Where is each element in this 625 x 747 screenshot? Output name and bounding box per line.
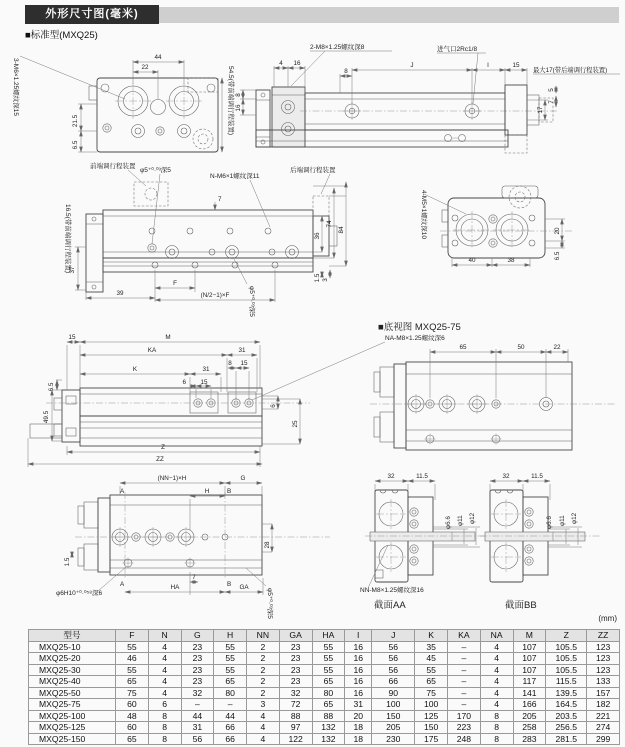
column-header: HA (312, 630, 345, 642)
dim-label: 44 (154, 54, 162, 61)
pin-hole-note: φ6H10⁺⁰·⁰⁵⁸深6 (56, 590, 103, 597)
value-cell: 48 (116, 710, 149, 722)
column-header: I (345, 630, 372, 642)
value-cell: 65 (415, 676, 448, 688)
value-cell: 175 (415, 733, 448, 745)
value-cell: 88 (312, 710, 345, 722)
dim-label: 6 (270, 404, 277, 408)
dim-label: 1.5 (314, 273, 321, 283)
value-cell: 150 (372, 710, 415, 722)
value-cell: 44 (181, 710, 214, 722)
table-row (29, 676, 620, 688)
dim-label: 36 (314, 232, 321, 240)
value-cell: 105.5 (546, 653, 587, 665)
column-header: KA (448, 630, 481, 642)
value-cell: 299 (587, 733, 620, 745)
dim-label: 8 (235, 93, 242, 97)
value-cell: 8 (480, 733, 513, 745)
value-cell: 55 (116, 664, 149, 676)
value-cell: 55 (312, 641, 345, 653)
value-cell: 65 (214, 676, 247, 688)
dim-label: 28 (264, 541, 271, 549)
value-cell: 23 (279, 664, 312, 676)
section-mark: A (120, 581, 125, 588)
value-cell: 8 (148, 722, 181, 734)
value-cell: 2 (247, 676, 280, 688)
value-cell: 3 (247, 699, 280, 711)
pin-hole-note: φ5⁺⁰·⁰³深5 (248, 286, 255, 317)
value-cell: 31 (181, 722, 214, 734)
column-header: J (372, 630, 415, 642)
value-cell: 115.5 (546, 676, 587, 688)
value-cell: 16 (345, 687, 372, 699)
value-cell: 23 (181, 676, 214, 688)
dim-label: 20 (554, 227, 561, 235)
value-cell: 221 (587, 710, 620, 722)
value-cell: 105.5 (546, 664, 587, 676)
value-cell: 2 (247, 641, 280, 653)
value-cell: 150 (415, 722, 448, 734)
value-cell: 44 (214, 710, 247, 722)
value-cell: 55 (116, 641, 149, 653)
dim-label: 22 (141, 64, 149, 71)
value-cell: 170 (448, 710, 481, 722)
table-body (29, 641, 620, 745)
table-header-row (29, 630, 620, 642)
section-bb-caption: 截面BB (505, 600, 537, 611)
dim-label: J (410, 62, 414, 69)
dim-label: 16 (293, 60, 301, 67)
value-cell: 18 (345, 722, 372, 734)
dim-label: 37 (69, 266, 76, 274)
value-cell: 2 (247, 653, 280, 665)
section-aa-caption: 截面AA (374, 600, 406, 611)
drawing-rail-plan (28, 333, 445, 467)
value-cell: 274 (587, 722, 620, 734)
rear-adjuster-note: 后端调行程装置 (290, 167, 336, 174)
stroke-adjuster-note: 16.5(带前端调行程装置) (64, 204, 71, 273)
value-cell: 283 (513, 733, 546, 745)
value-cell: 55 (214, 641, 247, 653)
dim-label: K (132, 366, 138, 373)
dim-label: 7 (548, 100, 555, 104)
column-header: Z (546, 630, 587, 642)
value-cell: 23 (279, 676, 312, 688)
front-adjuster-note: 前端调行程装置 (90, 163, 136, 170)
value-cell: 205 (372, 722, 415, 734)
dim-label: 15 (240, 360, 248, 367)
drawing-bottom-view (56, 475, 330, 619)
value-cell: 8 (480, 722, 513, 734)
value-cell: 4 (148, 653, 181, 665)
value-cell: 4 (247, 710, 280, 722)
pin-hole-note: φ5⁺⁰·⁰³深5 (266, 588, 273, 619)
value-cell: 223 (448, 722, 481, 734)
value-cell: 32 (181, 687, 214, 699)
value-cell: 4 (480, 687, 513, 699)
column-header: NA (480, 630, 513, 642)
value-cell: 16 (345, 641, 372, 653)
column-header: N (148, 630, 181, 642)
dim-label: 8 (228, 360, 232, 367)
dim-label: 15 (68, 334, 76, 341)
dim-label: GA (239, 584, 249, 591)
model-cell: MXQ25-10 (29, 641, 116, 653)
drawing-section-aa (360, 473, 485, 611)
column-header: K (415, 630, 448, 642)
value-cell: 122 (279, 733, 312, 745)
value-cell: 100 (372, 699, 415, 711)
value-cell: 90 (372, 687, 415, 699)
dim-label: 21.5 (72, 114, 79, 128)
dim-label: 5 (548, 88, 555, 92)
dim-label: I (487, 62, 489, 69)
table-row (29, 733, 620, 745)
value-cell: 230 (372, 733, 415, 745)
model-cell: MXQ25-20 (29, 653, 116, 665)
value-cell: 8 (148, 710, 181, 722)
value-cell: – (448, 699, 481, 711)
value-cell: 65 (312, 699, 345, 711)
dim-label: 1.5 (64, 557, 71, 567)
value-cell: 56 (372, 641, 415, 653)
dim-label: φ6.6 (546, 516, 553, 529)
value-cell: – (448, 676, 481, 688)
dim-label: φ12 (571, 512, 578, 524)
value-cell: 66 (214, 722, 247, 734)
dim-label: ZZ (156, 456, 164, 463)
unit-label: (mm) (598, 614, 617, 623)
value-cell: 66 (372, 676, 415, 688)
max-stroke-note: 最大17(带后端调行程装置) (533, 67, 608, 74)
value-cell: 16 (345, 664, 372, 676)
value-cell: 75 (116, 687, 149, 699)
value-cell: 4 (148, 676, 181, 688)
value-cell: – (448, 687, 481, 699)
dim-label: 15 (200, 379, 208, 386)
dim-label: 65 (459, 344, 467, 351)
dim-label: Z (161, 444, 165, 451)
column-header: GA (279, 630, 312, 642)
value-cell: – (448, 653, 481, 665)
value-cell: 46 (116, 653, 149, 665)
value-cell: 23 (279, 653, 312, 665)
column-header: 型号 (29, 630, 116, 642)
value-cell: 45 (415, 653, 448, 665)
value-cell: 132 (312, 722, 345, 734)
dim-label: φ6.6 (445, 516, 452, 529)
value-cell: 55 (312, 653, 345, 665)
value-cell: 55 (214, 664, 247, 676)
value-cell: 281.5 (546, 733, 587, 745)
value-cell: 72 (279, 699, 312, 711)
dim-label: 31 (238, 347, 246, 354)
value-cell: 23 (181, 641, 214, 653)
dim-label: 50 (517, 344, 525, 351)
value-cell: 166 (513, 699, 546, 711)
value-cell: 4 (480, 699, 513, 711)
dim-label: 6.5 (554, 251, 561, 261)
dim-label: 49.5 (43, 410, 50, 424)
dimension-table (28, 629, 620, 745)
drawing-plan-view (12, 54, 236, 152)
value-cell: 20 (345, 710, 372, 722)
dim-label: 32 (387, 473, 395, 480)
value-cell: – (448, 641, 481, 653)
value-cell: 66 (214, 733, 247, 745)
dim-label: 40 (468, 257, 476, 264)
value-cell: 80 (214, 687, 247, 699)
dim-label: 4 (279, 60, 283, 67)
thread-note: 2-M8×1.25螺纹深8 (310, 44, 365, 51)
column-header: NN (247, 630, 280, 642)
model-cell: MXQ25-125 (29, 722, 116, 734)
drawing-front-view (64, 161, 346, 317)
value-cell: 203.5 (546, 710, 587, 722)
dim-label: φ11 (559, 515, 566, 526)
dim-label: 84 (338, 226, 345, 234)
value-cell: 4 (480, 676, 513, 688)
value-cell: 18 (345, 733, 372, 745)
value-cell: 55 (214, 653, 247, 665)
dim-label: 7 (192, 574, 196, 581)
value-cell: 117 (513, 676, 546, 688)
dim-label: 3 (322, 278, 329, 282)
dim-label: 16 (235, 104, 242, 112)
dim-label: 38 (507, 257, 515, 264)
value-cell: 100 (415, 699, 448, 711)
table-row (29, 687, 620, 699)
column-header: M (513, 630, 546, 642)
dim-label: M (165, 334, 171, 341)
dim-label: 22 (553, 344, 561, 351)
value-cell: 8 (480, 710, 513, 722)
dim-label: 31 (202, 366, 210, 373)
section-mark: A (120, 488, 125, 495)
value-cell: 75 (415, 687, 448, 699)
dim-label: 6.5 (72, 140, 79, 150)
dim-label: 11.5 (416, 473, 428, 480)
value-cell: 4 (148, 687, 181, 699)
dim-label: 6.5 (48, 382, 55, 392)
table-row (29, 710, 620, 722)
value-cell: 2 (247, 687, 280, 699)
value-cell: 205 (513, 710, 546, 722)
value-cell: 4 (247, 733, 280, 745)
value-cell: 256.5 (546, 722, 587, 734)
value-cell: 60 (116, 722, 149, 734)
value-cell: – (214, 699, 247, 711)
drawing-section-bb (480, 473, 600, 611)
value-cell: 4 (148, 664, 181, 676)
value-cell: 56 (372, 653, 415, 665)
section-mark: B (227, 581, 232, 588)
value-cell: 55 (415, 664, 448, 676)
value-cell: 56 (372, 664, 415, 676)
dim-label: 7 (218, 196, 222, 203)
value-cell: 16 (345, 676, 372, 688)
value-cell: 139.5 (546, 687, 587, 699)
value-cell: 248 (448, 733, 481, 745)
thread-note: 4-M5×1螺纹深10 (420, 190, 427, 239)
air-port-note: 进气口2Rc1/8 (437, 46, 478, 53)
value-cell: 55 (312, 664, 345, 676)
drawing-end-view (420, 186, 572, 267)
column-header: G (181, 630, 214, 642)
value-cell: 23 (181, 653, 214, 665)
value-cell: 80 (312, 687, 345, 699)
dim-label: 6 (182, 379, 186, 386)
dim-label: F (173, 280, 177, 287)
value-cell: 2 (247, 664, 280, 676)
dim-formula: (NN−1)×H (157, 475, 187, 482)
value-cell: 8 (148, 733, 181, 745)
thread-note: N-M6×1螺纹深11 (210, 173, 260, 180)
value-cell: 107 (513, 664, 546, 676)
value-cell: 182 (587, 699, 620, 711)
value-cell: 4 (480, 664, 513, 676)
value-cell: 65 (116, 676, 149, 688)
column-header: ZZ (587, 630, 620, 642)
value-cell: 65 (116, 733, 149, 745)
value-cell: 4 (148, 641, 181, 653)
model-cell: MXQ25-100 (29, 710, 116, 722)
value-cell: 123 (587, 653, 620, 665)
section-mark: B (227, 488, 232, 495)
dim-label: HA (170, 584, 180, 591)
thread-note: NN-M8×1.25螺纹深16 (360, 587, 424, 594)
value-cell: – (448, 664, 481, 676)
value-cell: 23 (279, 641, 312, 653)
table-row (29, 653, 620, 665)
value-cell: 23 (181, 664, 214, 676)
value-cell: 105.5 (546, 641, 587, 653)
dim-label: KA (147, 347, 157, 354)
model-cell: MXQ25-75 (29, 699, 116, 711)
value-cell: 65 (312, 676, 345, 688)
dim-label: 15 (512, 62, 520, 69)
stroke-adjuster-note: 54.5(带前端调行程装置) (227, 66, 234, 135)
column-header: H (214, 630, 247, 642)
value-cell: 88 (279, 710, 312, 722)
model-cell: MXQ25-150 (29, 733, 116, 745)
value-cell: 123 (587, 664, 620, 676)
dim-label: H (204, 488, 210, 495)
table-row (29, 641, 620, 653)
value-cell: 157 (587, 687, 620, 699)
value-cell: 133 (587, 676, 620, 688)
dim-label: 25 (292, 420, 299, 428)
value-cell: 97 (279, 722, 312, 734)
value-cell: 107 (513, 641, 546, 653)
dim-label: φ12 (469, 512, 476, 524)
value-cell: – (181, 699, 214, 711)
dim-label: 17 (537, 106, 544, 114)
value-cell: 6 (148, 699, 181, 711)
value-cell: 16 (345, 653, 372, 665)
page-title: 外形尺寸图(毫米) (25, 5, 159, 24)
pin-hole-note: φ5⁺⁰·⁰³深5 (140, 167, 171, 174)
value-cell: 123 (587, 641, 620, 653)
value-cell: 141 (513, 687, 546, 699)
value-cell: 4 (480, 641, 513, 653)
table-row (29, 664, 620, 676)
column-header: F (116, 630, 149, 642)
table-row (29, 722, 620, 734)
value-cell: 258 (513, 722, 546, 734)
model-cell: MXQ25-50 (29, 687, 116, 699)
value-cell: 164.5 (546, 699, 587, 711)
value-cell: 32 (279, 687, 312, 699)
thread-note: NA-M8×1.25螺纹深6 (385, 335, 445, 342)
value-cell: 35 (415, 641, 448, 653)
value-cell: 132 (312, 733, 345, 745)
model-cell: MXQ25-40 (29, 676, 116, 688)
dim-label: φ11 (457, 515, 464, 526)
value-cell: 56 (181, 733, 214, 745)
dim-formula: (N/2−1)×F (200, 292, 230, 299)
dim-label: 39 (116, 290, 124, 297)
value-cell: 60 (116, 699, 149, 711)
dim-label: 32 (502, 473, 510, 480)
standard-type-label: ■标准型(MXQ25) (25, 30, 98, 41)
value-cell: 125 (415, 710, 448, 722)
dim-label: 74 (326, 220, 333, 228)
value-cell: 4 (247, 722, 280, 734)
value-cell: 4 (480, 653, 513, 665)
bottom-view-title: ■底视图 MXQ25-75 (378, 322, 461, 333)
value-cell: 31 (345, 699, 372, 711)
drawing-side-view (235, 42, 620, 153)
model-cell: MXQ25-30 (29, 664, 116, 676)
table-row (29, 699, 620, 711)
dim-label: 8 (344, 68, 348, 75)
value-cell: 107 (513, 653, 546, 665)
dim-label: G (240, 475, 246, 482)
thread-note: 3-M6×1.25螺纹深15 (12, 58, 19, 116)
dim-label: 11.5 (531, 473, 543, 480)
